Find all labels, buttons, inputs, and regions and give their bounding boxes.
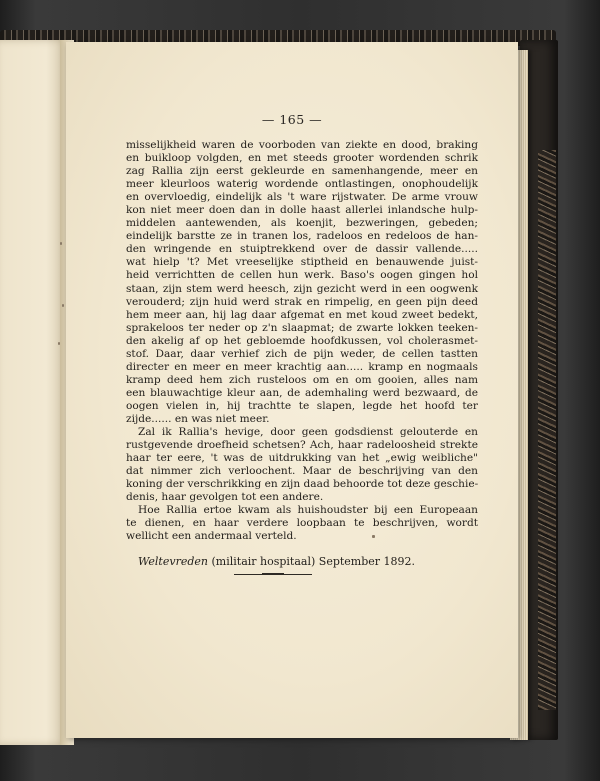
text-line: wellicht een andermaal verteld. (126, 530, 297, 543)
body-text (126, 139, 478, 543)
text-line: rustgevende droefheid schetsen? Ach, haar radeloosheid strekte (126, 439, 478, 452)
text-line: den wringende en stuiptrekkend over de dassir vallende..... (126, 243, 478, 256)
paper-speck (62, 304, 64, 307)
paper-speck (60, 242, 62, 245)
text-line: eindelijk barstte ze in tranen los, radeloos en redeloos de han- (126, 230, 478, 243)
marbled-endpaper (538, 150, 556, 710)
text-line: sprakeloos ter neder op z'n slaapmat; de zwarte lokken teeken- (126, 321, 478, 334)
text-line: Zal ik Rallia's hevige, door geen godsdienst gelouterde en (138, 426, 478, 439)
text-line: kramp deed hem zich rusteloos om en om gooien, alles nam (126, 373, 478, 386)
text-line: staan, zijn stem werd heesch, zijn gezicht werd in een oogwenk (126, 282, 478, 295)
facing-page (0, 40, 66, 745)
text-line: kon niet meer doen dan in dolle haast allerlei inlandsche hulp- (126, 204, 478, 217)
text-line: stof. Daar, daar verhief zich de pijn weder, de cellen tastten (126, 347, 478, 360)
text-line: te dienen, en haar verdere loopbaan te beschrijven, wordt (126, 517, 478, 530)
text-line: heid verrichtten de cellen hun werk. Baso's oogen gingen hol (126, 269, 478, 282)
text-line: directer en meer en meer krachtig aan..... kramp en nogmaals (126, 360, 478, 373)
text-line: Hoe Rallia ertoe kwam als huishoudster bij een Europeaan (138, 504, 478, 517)
text-line: meer kleurloos waterig wordende ontlastingen, onophoudelijk (126, 178, 478, 191)
page-number: — 165 — (261, 112, 323, 127)
text-line: oogen vielen in, hij trachtte te slapen, legde het hoofd ter (126, 399, 478, 412)
paper-speck (372, 535, 375, 538)
text-line: misselijkheid waren de voorboden van ziekte en dood, braking (126, 139, 478, 151)
text-line: koning der verschrikking en zijn daad behoorde tot deze geschie- (126, 478, 479, 491)
paper-speck (58, 342, 60, 345)
text-line: wat hielp 't? Met vreeselijke stiptheid en benauwende juist- (126, 256, 478, 269)
text-line: denis, haar gevolgen tot een andere. (126, 491, 324, 504)
text-line: een blauwachtige kleur aan, de ademhaling werd bezwaard, de (126, 386, 478, 399)
text-line: den akelig af op het gebloemde hoofdkussen, vol cholerasmet- (126, 334, 478, 347)
text-line: zijde...... en was niet meer. (126, 412, 270, 425)
text-line: haar ter eere, 't was de uitdrukking van het „ewig weibliche" (126, 452, 478, 465)
text-line: zag Rallia zijn eerst gekleurde en samenhangende, meer en (126, 165, 478, 178)
closing-rule-center (262, 573, 284, 575)
dateline-place: Weltevreden (138, 555, 208, 568)
book-page (66, 42, 518, 738)
text-line: en buikloop volgden, en met steeds grooter wordenden schrik (126, 152, 478, 165)
text-line: dat nimmer zich verloochent. Maar de beschrijving van den (126, 465, 478, 478)
dateline-rest: (militair hospitaal) September 1892. (208, 555, 416, 568)
dateline (138, 555, 478, 568)
text-line: hem meer aan, hij lag daar afgemat en met koud zweet bedekt, (126, 308, 478, 321)
text-line: en overvloedig, eindelijk als 't ware rijstwater. De arme vrouw (126, 191, 478, 204)
text-line: verouderd; zijn huid werd strak en rimpelig, en geen pijn deed (126, 295, 478, 308)
text-line: middelen aantewenden, als koenjit, bezweringen, gebeden; (126, 217, 478, 230)
